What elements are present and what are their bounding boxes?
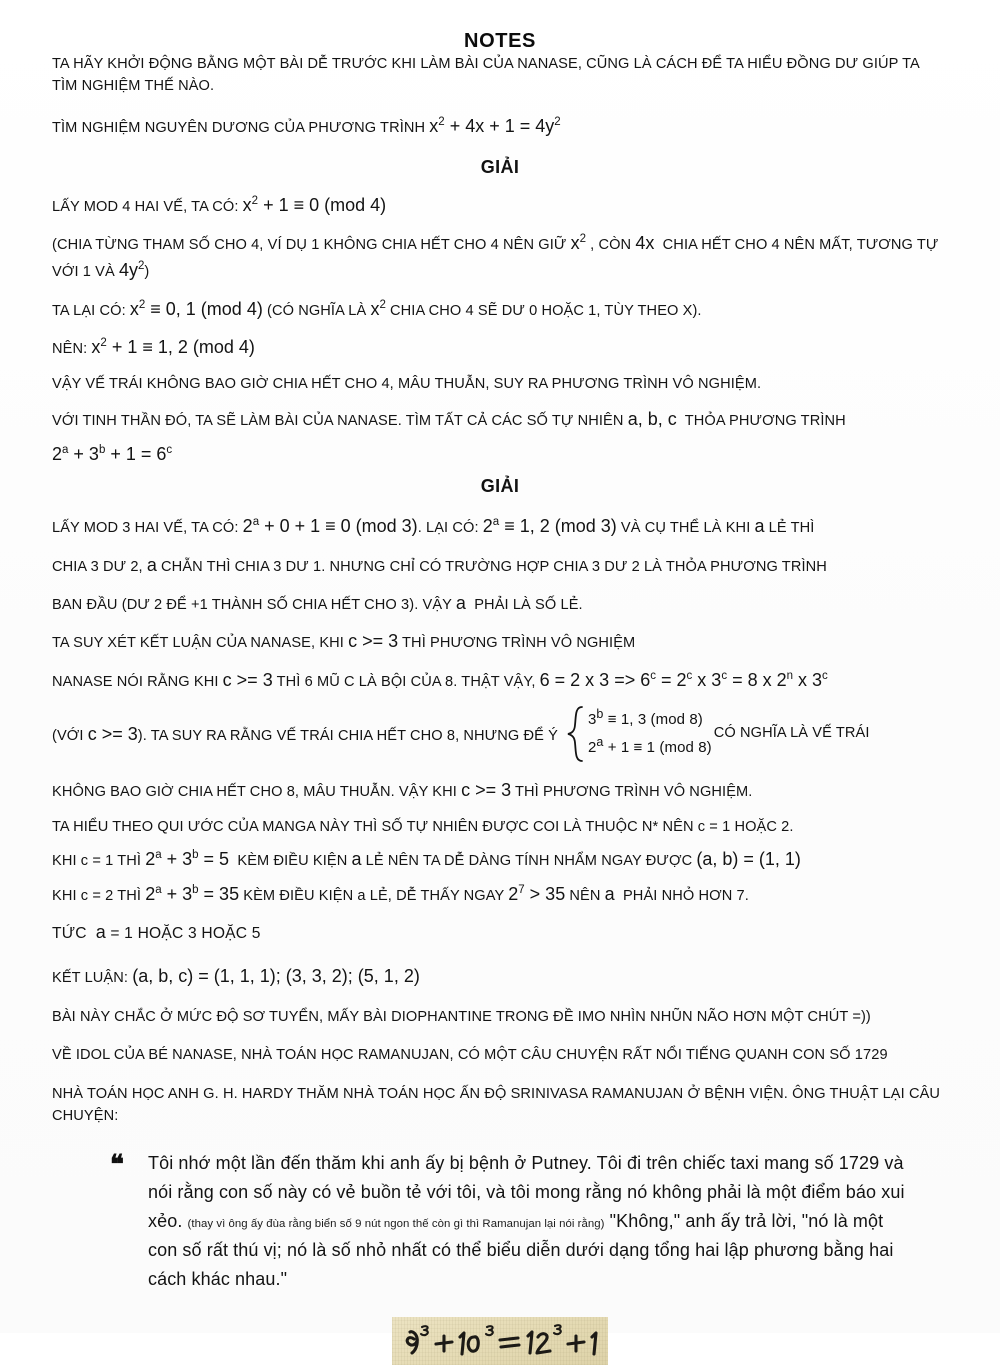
- curly-brace-icon: [566, 705, 584, 763]
- quote-body: [148, 1149, 908, 1295]
- solution-2-line-7: TA HIỂU THEO QUI ƯỚC CỦA MANGA NÀY THÌ SỐ TỰ NHIÊN ĐƯỢC COI LÀ THUỘC N* NÊN c = 1 HOẶC 2.: [52, 818, 794, 835]
- solution-2-conclusion: KẾT LUẬN: (a, b, c) = (1, 1, 1); (3, 3, 2); (5, 1, 2): [52, 965, 420, 986]
- handwritten-note-wrapper: [0, 1317, 1000, 1365]
- solution-1-line-3: TA LẠI CÓ: $x^2 \equiv 0$, 1 (mod 4) (CÓ NGHĨA LÀ $x^2$ CHIA CHO 4 SẼ DƯ 0 HOẶC 1, TÙY THEO X).: [52, 298, 702, 319]
- problem-1-label: TÌM NGHIỆM NGUYÊN DƯƠNG CỦA PHƯƠNG TRÌNH: [52, 120, 426, 137]
- quote-mark-icon: ❝: [110, 1148, 124, 1179]
- solution-1-line-4: NÊN: $x^2 + 1 \equiv 1$, 2 (mod 4): [52, 337, 255, 358]
- hardy-blockquote: [0, 1149, 1000, 1295]
- solution-2-line-3: BAN ĐẦU (DƯ 2 ĐỂ +1 THÀNH SỐ CHIA HẾT CHO 3). VẬY a PHẢI LÀ SỐ LẺ.: [52, 593, 583, 614]
- solution-2-line-1: LẤY MOD 3 HAI VẾ, TA CÓ: $2^a + 0 + 1 \equiv 0$ (mod 3). LẠI CÓ: $2^a \equiv 1$, 2 (mod 3) VÀ CỤ THỂ LÀ KHI a LẺ THÌ: [52, 516, 815, 537]
- quote-part-2: "Không," anh ấy trả lời, "nó là một con số rất thú vị; nó là số nhỏ nhất có thể biểu diễn dưới dạng tổng hai lập phương bằng hai cách khác nhau.": [148, 1211, 894, 1290]
- problem-1-equation: $x^2 + 4x + 1 = 4y^2$: [429, 116, 561, 137]
- problem-2-equation: $2^a + 3^b + 1 = 6^c$: [52, 444, 173, 465]
- solution-2-heading: GIẢI: [480, 476, 520, 497]
- brace-prefix-text: (VỚI c >= 3). TA SUY RA RẰNG VẾ TRÁI CHIA HẾT CHO 8, NHƯNG ĐỂ Ý: [52, 723, 558, 744]
- congruence-row-1: $3^b \equiv 1$, 3 (mod 8): [587, 706, 703, 728]
- solution-2-line-5: NANASE NÓI RẰNG KHI c >= 3 THÌ 6 MŨ C LÀ BỘI CỦA 8. THẬT VẬY, 6 = 2 x $3 => 6^c = 2^c$ x $3^c = 8$ x 2$^n$ x 3$^c$: [52, 669, 828, 690]
- closing-idol: VỀ IDOL CỦA BÉ NANASE, NHÀ TOÁN HỌC RAMANUJAN, CÓ MỘT CÂU CHUYỆN RẤT NỔI TIẾNG QUANH CON SỐ 1729: [52, 1047, 888, 1064]
- congruence-rows: [587, 706, 712, 760]
- page-title: NOTES: [464, 30, 536, 52]
- problem-2-intro: VỚI TINH THẦN ĐÓ, TA SẼ LÀM BÀI CỦA NANASE. TÌM TẤT CẢ CÁC SỐ TỰ NHIÊN a, b, c THỎA PHƯƠNG TRÌNH: [52, 408, 846, 429]
- quote-aside: (thay vì ông ấy đùa rằng biển số 9 nút ngon thế còn gì thì Ramanujan lại nói rằng): [187, 1218, 605, 1231]
- closing-hardy: NHÀ TOÁN HỌC ANH G. H. HARDY THĂM NHÀ TOÁN HỌC ẤN ĐỘ SRINIVASA RAMANUJAN Ở BỆNH VIỆN. ÔNG THUẬT LẠI CÂU CHUYỆN:: [52, 1085, 941, 1124]
- solution-2-line-4: TA SUY XÉT KẾT LUẬN CỦA NANASE, KHI c >= 3 THÌ PHƯƠNG TRÌNH VÔ NGHIỆM: [52, 631, 636, 652]
- notes-body: [0, 53, 1000, 1127]
- closing-remark: BÀI NÀY CHẮC Ở MỨC ĐỘ SƠ TUYỂN, MẤY BÀI DIOPHANTINE TRONG ĐỀ IMO NHÌN NHŨN NÃO HƠN MỘT CHÚT =)): [52, 1009, 871, 1026]
- solution-1-heading: GIẢI: [480, 156, 520, 177]
- solution-1-line-1: LẤY MOD 4 HAI VẾ, TA CÓ: $x^2 + 1 \equiv 0$ (mod 4): [52, 194, 387, 215]
- solution-2-case-1: KHI c = 1 THÌ $2^a + 3^b = 5$ KÈM ĐIỀU KIỆN a LẺ NÊN TA DỄ DÀNG TÍNH NHẨM NGAY ĐƯỢC (a, b) = (1, 1): [52, 848, 801, 869]
- brace-suffix-text: CÓ NGHĨA LÀ VẾ TRÁI: [713, 725, 870, 742]
- solution-2-line-2: CHIA 3 DƯ 2, a CHẴN THÌ CHIA 3 DƯ 1. NHƯNG CHỈ CÓ TRƯỜNG HỢP CHIA 3 DƯ 2 LÀ THỎA PHƯƠNG TRÌNH: [52, 554, 827, 575]
- handwritten-equation-image: [392, 1317, 608, 1365]
- problem-1-statement: [52, 113, 948, 140]
- congruence-row-2: $2^a + 1 \equiv 1$ (mod 8): [587, 735, 712, 757]
- solution-2-line-6: KHÔNG BAO GIỜ CHIA HẾT CHO 8, MÂU THUẪN. VẬY KHI c >= 3 THÌ PHƯƠNG TRÌNH VÔ NGHIỆM.: [52, 780, 753, 801]
- solution-2-case-2: KHI c = 2 THÌ $2^a + 3^b = 35$ KÈM ĐIỀU KIỆN a LẺ, DỄ THẤY NGAY $2^7 > 35$ NÊN a PHẢI NHỎ HƠN 7.: [52, 884, 749, 905]
- solution-1-line-2: (CHIA TỪNG THAM SỐ CHO 4, VÍ DỤ 1 KHÔNG CHIA HẾT CHO 4 NÊN GIỮ $x^2$ , CÒN 4x CHIA HẾT CHO 4 NÊN MẤT, TƯƠNG TỰ VỚI 1 VÀ $4y^2$): [52, 233, 939, 281]
- solution-2-tuc: TỨC a = 1 HOẶC 3 HOẶC 5: [52, 922, 261, 943]
- quote-part-1: Tôi nhớ một lần đến thăm khi anh ấy bị bệnh ở Putney. Tôi đi trên chiếc taxi mang số 1729 và nói rằng con số này có vẻ buồn tẻ với tôi, và tôi mong rằng nó không phải là một điểm báo xui xẻo.: [148, 1152, 905, 1232]
- solution-1-line-5: VẬY VẾ TRÁI KHÔNG BAO GIỜ CHIA HẾT CHO 4, MÂU THUẪN, SUY RA PHƯƠNG TRÌNH VÔ NGHIỆM.: [52, 375, 762, 392]
- intro-paragraph: TA HÃY KHỞI ĐỘNG BẰNG MỘT BÀI DỄ TRƯỚC KHI LÀM BÀI CỦA NANASE, CŨNG LÀ CÁCH ĐỂ TA HIỂU ĐỒNG DƯ GIÚP TA TÌM NGHIỆM THẾ NÀO.: [52, 56, 920, 95]
- congruence-system-line: [52, 705, 948, 763]
